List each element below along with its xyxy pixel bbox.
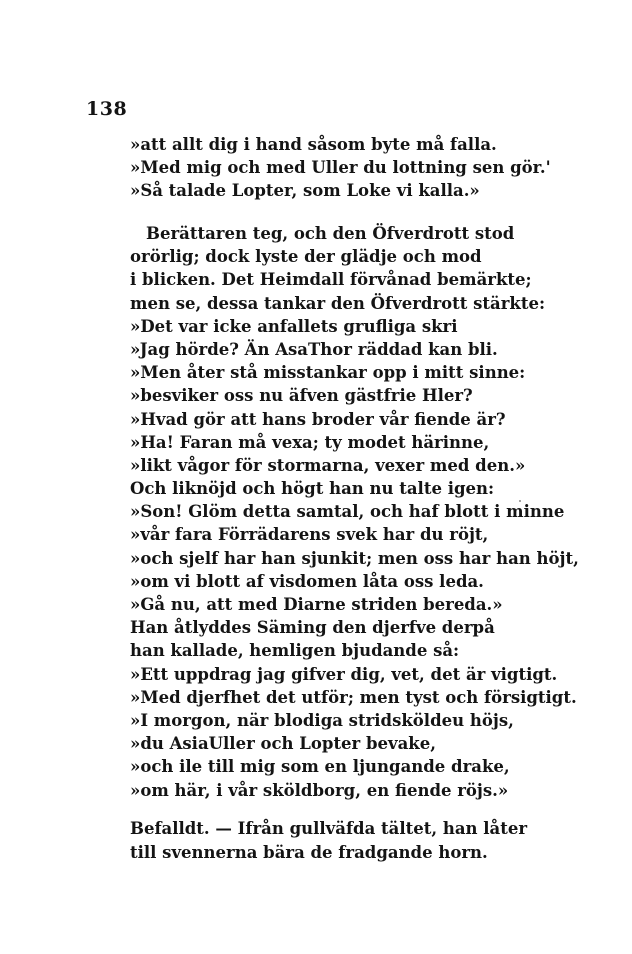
verse-line: »och sjelf har han sjunkit; men oss har han höjt, <box>130 548 579 568</box>
verse-line: »att allt dig i hand såsom byte må falla. <box>130 135 497 154</box>
verse-line: »vår fara Förrädarens svek har du röjt, <box>130 525 489 545</box>
verse-line: »Det var icke anfallets grufliga skri <box>130 316 458 336</box>
verse-line: Befalldt. — Ifrån gullväfda tältet, han låter <box>130 819 528 838</box>
verse-line: »likt vågor för stormarna, vexer med den.» <box>130 455 526 475</box>
verse-line: Och liknöjd och högt han nu talte igen: <box>130 479 495 499</box>
verse-line: »Hvad gör att hans broder vår fiende är? <box>130 409 506 429</box>
verse-line: Berättaren teg, och den Öfverdrott stod <box>146 224 515 243</box>
verse-line: »Men åter stå misstankar opp i mitt sinne: <box>130 363 526 383</box>
verse-line: »Son! Glöm detta samtal, och haf blott i minne <box>130 502 565 522</box>
paper-speck <box>519 500 521 502</box>
verse-line: »och ile till mig som en ljungande drake, <box>130 757 510 777</box>
verse-line: i blicken. Det Heimdall förvånad bemärkte; <box>130 270 532 290</box>
verse-line: orörlig; dock lyste der glädje och mod <box>130 247 482 267</box>
verse-line: han kallade, hemligen bjudande så: <box>130 641 460 661</box>
verse-line: »Jag hörde? Än AsaThor räddad kan bli. <box>130 339 498 359</box>
page-number: 138 <box>86 98 128 120</box>
verse-line: »Ha! Faran må vexa; ty modet härinne, <box>130 432 490 452</box>
stanza-2 <box>130 222 600 802</box>
stanza-1 <box>130 133 600 203</box>
verse-line: till svennerna bära de fradgande horn. <box>130 843 488 862</box>
verse-line: »Ett uppdrag jag gifver dig, vet, det är vigtigt. <box>130 664 558 684</box>
verse-line: »du AsiaUller och Lopter bevake, <box>130 734 436 754</box>
verse-line: »Gå nu, att med Diarne striden bereda.» <box>130 595 503 614</box>
stanza-3 <box>130 817 600 865</box>
verse-line: »om vi blott af visdomen låta oss leda. <box>130 571 484 591</box>
verse-line: »om här, i vår sköldborg, en fiende röjs.» <box>130 780 509 800</box>
verse-line: »besviker oss nu äfven gästfrie Hler? <box>130 386 473 406</box>
verse-line: »I morgon, när blodiga stridsköldeu höjs, <box>130 710 514 730</box>
verse-line: »Med mig och med Uller du lottning sen gör.' <box>130 158 551 178</box>
verse-line: men se, dessa tankar den Öfverdrott stärkte: <box>130 293 546 313</box>
verse-line: Han åtlyddes Säming den djerfve derpå <box>130 618 495 638</box>
verse-line: »Så talade Lopter, som Loke vi kalla.» <box>130 181 480 201</box>
verse-line: »Med djerfhet det utför; men tyst och försigtigt. <box>130 687 577 707</box>
